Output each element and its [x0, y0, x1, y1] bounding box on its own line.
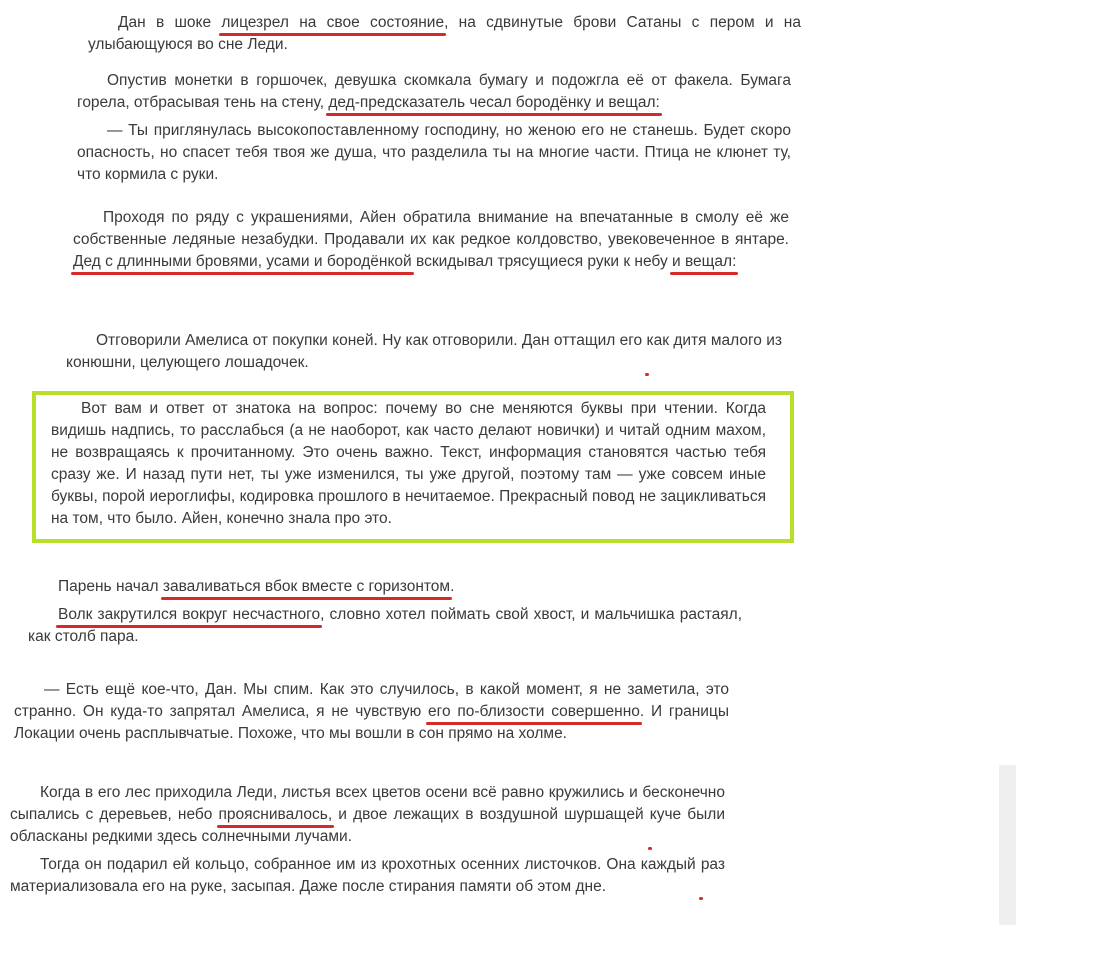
text-run: , словно хотел поймать свой хвост, и мальчишка растаял, как столб пара. [28, 606, 742, 645]
underlined-phrase: раз материализовала его [10, 856, 725, 895]
text-fragment-1 [88, 12, 801, 56]
paragraph [88, 12, 801, 56]
text-run: Опустив монетки в горшочек, девушка скомкала бумагу и подожгла её от факела. Бумага горела, отбрасывая тень на стену, [77, 72, 791, 111]
scrollbar-track[interactable] [999, 765, 1016, 925]
paragraph [28, 604, 742, 648]
paragraph [28, 576, 742, 598]
text-run: Проходя по ряду с украшениями, Айен обратила внимание на впечатанные в смолу её же собственные ледяные незабудки. Продавали их как редкое колдовство, увековеченное в янтаре. [73, 209, 789, 248]
paragraph [66, 330, 782, 374]
paragraph [14, 679, 729, 745]
text-run: Дан в шоке [118, 14, 222, 31]
underlined-phrase: и вещал: [672, 253, 737, 270]
text-fragment-6 [28, 576, 742, 648]
underlined-phrase: лицезрел на свое состояние [221, 14, 445, 31]
text-run: Отговорили Амелиса от покупки коней. Ну как отговорили. Дан оттащил его [96, 332, 647, 349]
text-run: , на сдвинутые брови Сатаны с пером и на улыбающуюся во сне Леди. [88, 14, 801, 53]
paragraph [10, 854, 725, 898]
text-run: и двое лежащих в воздушной шуршащей [332, 806, 650, 823]
text-fragment-2 [77, 70, 791, 186]
text-run: Когда в его лес приходила Леди, листья всех цветов осени всё равно кружились и бесконечно сыпались с деревьев, небо [10, 784, 725, 823]
paragraph [77, 120, 791, 186]
text-fragment-7 [14, 679, 729, 745]
text-run: . [450, 578, 455, 595]
underlined-phrase: Волк закрутился вокруг несчастного [58, 606, 321, 623]
text-run: Парень начал [58, 578, 163, 595]
underlined-phrase: Дед с длинными бровями, усами и бородёнкой [73, 253, 412, 270]
underlined-phrase: дед-предсказатель чесал бородёнку и вещал: [328, 94, 660, 111]
text-fragment-8 [10, 782, 725, 898]
underlined-phrase: заваливаться вбок вместе с горизонтом [162, 578, 451, 595]
text-run: редкими здесь солнечными лучами. [87, 828, 352, 845]
text-run: Вот вам и ответ от знатока на вопрос: почему во сне меняются буквы при чтении. Когда видишь надпись, то расслабься (а не наоборот, как часто делают новички) и читай одним махом, не возвращаясь к прочитанному. Это очень важно. Текст, информация становятся частью тебя сразу же. И назад пути нет, ты уже изменился, ты уже другой, поэтому там — уже совсем иные буквы, порой иероглифы, кодировка прошлого в нечитаемое. Прекрасный повод не зацикливаться на том, что было. Айен, конечно знала про это. [51, 400, 766, 527]
text-run: на руке, засыпая. Даже после стирания памяти об этом дне. [164, 878, 607, 895]
text-run: Тогда он подарил ей кольцо, собранное им из крохотных осенних листочков. Она каждый [40, 856, 701, 873]
text-run: — Есть ещё кое-что, Дан. Мы спим. Как это случилось, в какой момент, я не заметила, это странно. Он куда-то запрятал Амелиса, я не чувствую [14, 681, 729, 720]
paragraph [77, 70, 791, 114]
underlined-phrase: как дитя малого из конюшни, целующего лошадочек. [66, 332, 783, 371]
text-fragment-4 [66, 330, 782, 374]
paragraph [73, 207, 789, 273]
text-run: вскидывал трясущиеся руки к небу [411, 253, 673, 270]
text-fragment-3 [73, 207, 789, 273]
underlined-phrase: куче были обласканы [10, 806, 725, 845]
underlined-phrase: прояснивалось, [218, 806, 333, 823]
text-fragment-5 [51, 398, 766, 530]
paragraph [51, 398, 766, 530]
text-run: — Ты приглянулась высокопоставленному господину, но женою его не станешь. Будет скоро опасность, но спасет тебя твоя же душа, что разделила ты на многие части. Птица не клюнет ту, что кормила с руки. [77, 122, 791, 183]
paragraph [10, 782, 725, 848]
text-run: . И границы Локации очень расплывчатые. Похоже, что мы вошли в сон прямо на холме. [14, 703, 729, 742]
underlined-phrase: его по-близости совершенно [428, 703, 640, 720]
